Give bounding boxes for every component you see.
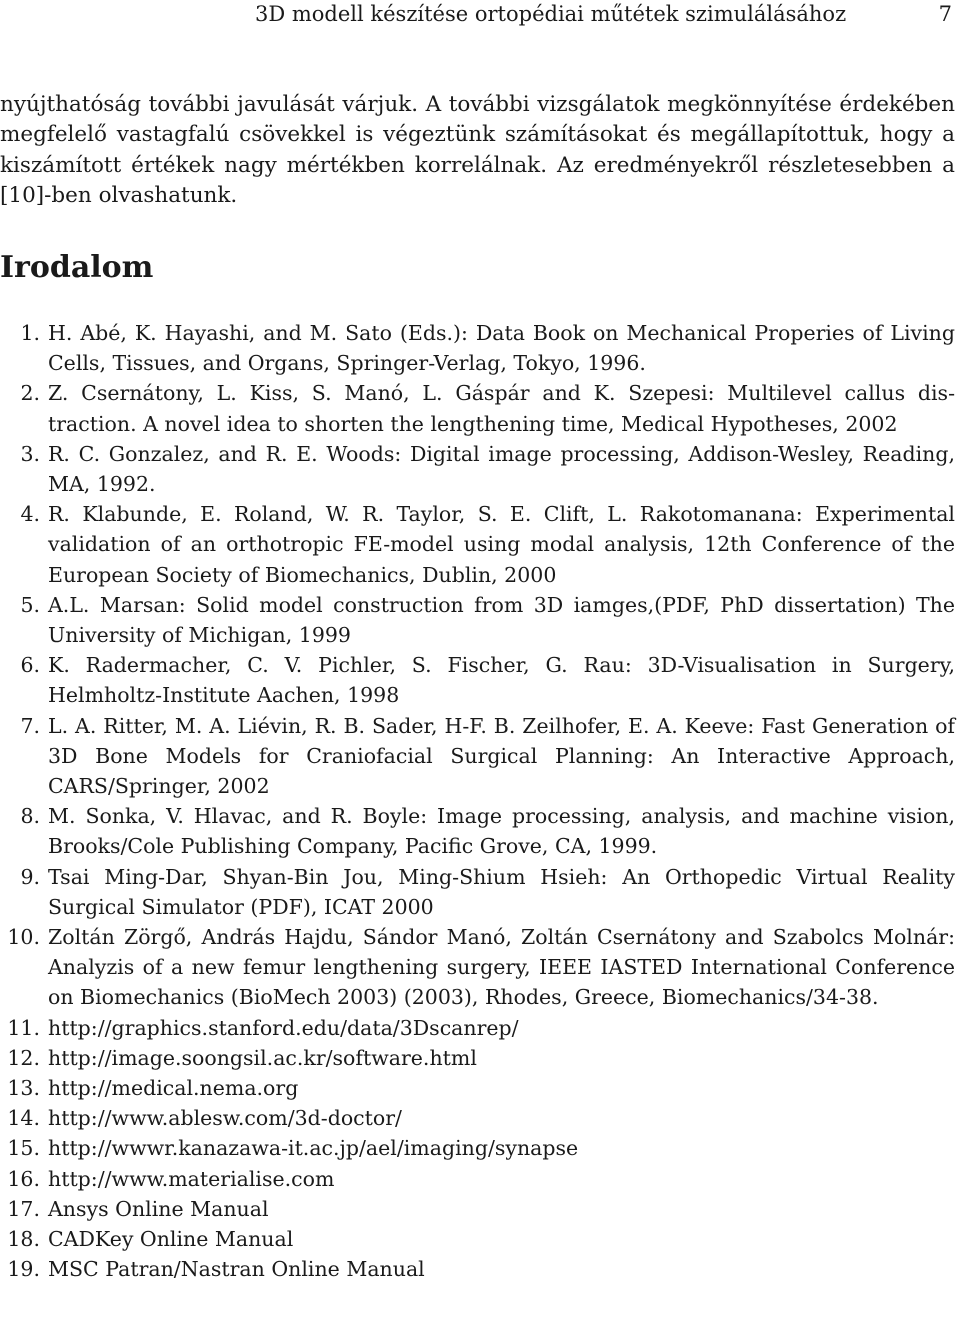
reference-url: http://www.ablesw.com/3d-doctor/ (48, 1106, 402, 1131)
reference-item (0, 650, 955, 710)
reference-item (0, 1254, 955, 1284)
reference-item (0, 1103, 955, 1133)
reference-text: Zoltán Zörgő, András Hajdu, Sándor Manó, Zoltán Csernátony and Szabolcs Molnár: Analyzis of a new femur lengthening surgery, IEEE IASTED International Conference on Biomechanics (BioMech 2003) (2003), Rhodes, Greece, Biomechanics/34-38. (48, 925, 955, 1010)
reference-item (0, 439, 955, 499)
page-number: 7 (938, 2, 952, 26)
section-title: Irodalom (0, 250, 154, 285)
reference-text: R. C. Gonzalez, and R. E. Woods: Digital image processing, Addison-Wesley, Reading, MA, 1992. (48, 441, 955, 497)
reference-text: MSC Patran/Nastran Online Manual (48, 1257, 425, 1282)
reference-number: 13. (7, 1076, 40, 1101)
reference-url: http://wwwr.kanazawa-it.ac.jp/ael/imaging/synapse (48, 1136, 579, 1161)
reference-text: Ansys Online Manual (48, 1196, 269, 1221)
reference-item (0, 801, 955, 861)
reference-item (0, 378, 955, 438)
reference-item (0, 922, 955, 1013)
reference-item (0, 1073, 955, 1103)
reference-text: A.L. Marsan: Solid model construction from 3D iamges,(PDF, PhD dissertation) The University of Michigan, 1999 (48, 592, 955, 648)
reference-number: 19. (7, 1257, 40, 1282)
reference-number: 7. (20, 713, 40, 738)
reference-list (0, 318, 955, 1285)
reference-url: http://www.materialise.com (48, 1166, 335, 1191)
reference-text: M. Sonka, V. Hlavac, and R. Boyle: Image processing, analysis, and machine vision, Brooks/Cole Publishing Company, Pacific Grove, CA, 1999. (48, 804, 955, 859)
reference-number: 18. (7, 1227, 40, 1252)
reference-number: 16. (7, 1166, 40, 1191)
reference-number: 17. (7, 1196, 40, 1221)
reference-item (0, 318, 955, 378)
reference-url: http://image.soongsil.ac.kr/software.html (48, 1045, 477, 1070)
running-title: 3D modell készítése ortopédiai műtétek szimulálásához (255, 2, 847, 26)
reference-number: 4. (20, 502, 40, 527)
reference-number: 8. (20, 804, 40, 829)
reference-number: 11. (7, 1015, 40, 1040)
reference-item (0, 1224, 955, 1254)
reference-number: 12. (7, 1045, 40, 1070)
reference-number: 1. (20, 321, 40, 345)
reference-number: 5. (20, 592, 40, 617)
reference-text: R. Klabunde, E. Roland, W. R. Taylor, S. E. Clift, L. Rakotomanana: Experimental validation of an orthotropic FE-model using modal analysis, 12th Conference of the European Society of Biomechanics, Dublin, 2000 (48, 502, 955, 587)
reference-number: 14. (7, 1106, 40, 1131)
reference-number: 6. (20, 653, 40, 678)
reference-url: http://medical.nema.org (48, 1076, 299, 1101)
reference-item (0, 1164, 955, 1194)
reference-number: 10. (7, 925, 40, 950)
reference-url: http://graphics.stanford.edu/data/3Dscanrep/ (48, 1015, 519, 1040)
reference-item (0, 1194, 955, 1224)
reference-item (0, 862, 955, 922)
reference-item (0, 1013, 955, 1043)
reference-item (0, 1133, 955, 1163)
reference-number: 15. (7, 1136, 40, 1161)
reference-text: L. A. Ritter, M. A. Liévin, R. B. Sader, H-F. B. Zeilhofer, E. A. Keeve: Fast Generation of 3D Bone Models for Craniofacial Surgical Planning: An Interactive Approach, CARS/Springer, 2002 (48, 713, 955, 799)
reference-number: 3. (20, 441, 40, 466)
reference-item (0, 1043, 955, 1073)
page-header (0, 0, 960, 34)
reference-number: 9. (20, 864, 40, 889)
reference-item (0, 499, 955, 590)
reference-text: H. Abé, K. Hayashi, and M. Sato (Eds.): Data Book on Mechanical Properies of Living Cells, Tissues, and Organs, Springer-Verlag, Tokyo, 1996. (48, 321, 955, 376)
reference-text: CADKey Online Manual (48, 1227, 294, 1252)
reference-text: K. Radermacher, C. V. Pichler, S. Fischer, G. Rau: 3D-Visualisation in Surgery, Helmholtz-Institute Aachen, 1998 (48, 653, 955, 708)
reference-number: 2. (20, 381, 40, 406)
intro-paragraph: nyújthatóság további javulását várjuk. A további vizsgálatok megkönnyítése érdekében megfelelő vastagfalú csövekkel is végeztünk számításokat és megállapítottuk, hogy a kiszámított értékek nagy mértékben korrelálnak. Az eredményekről részletesebben a [10]-ben olvashatunk. (0, 91, 955, 208)
reference-text: Tsai Ming-Dar, Shyan-Bin Jou, Ming-Shium Hsieh: An Orthopedic Virtual Reality Surgical Simulator (PDF), ICAT 2000 (48, 864, 955, 919)
reference-item (0, 590, 955, 650)
reference-item (0, 711, 955, 802)
reference-text: Z. Csernátony, L. Kiss, S. Manó, L. Gáspár and K. Szepesi: Multilevel callus distraction. A novel idea to shorten the lengthening time, Medical Hypotheses, 2002 (48, 381, 955, 436)
